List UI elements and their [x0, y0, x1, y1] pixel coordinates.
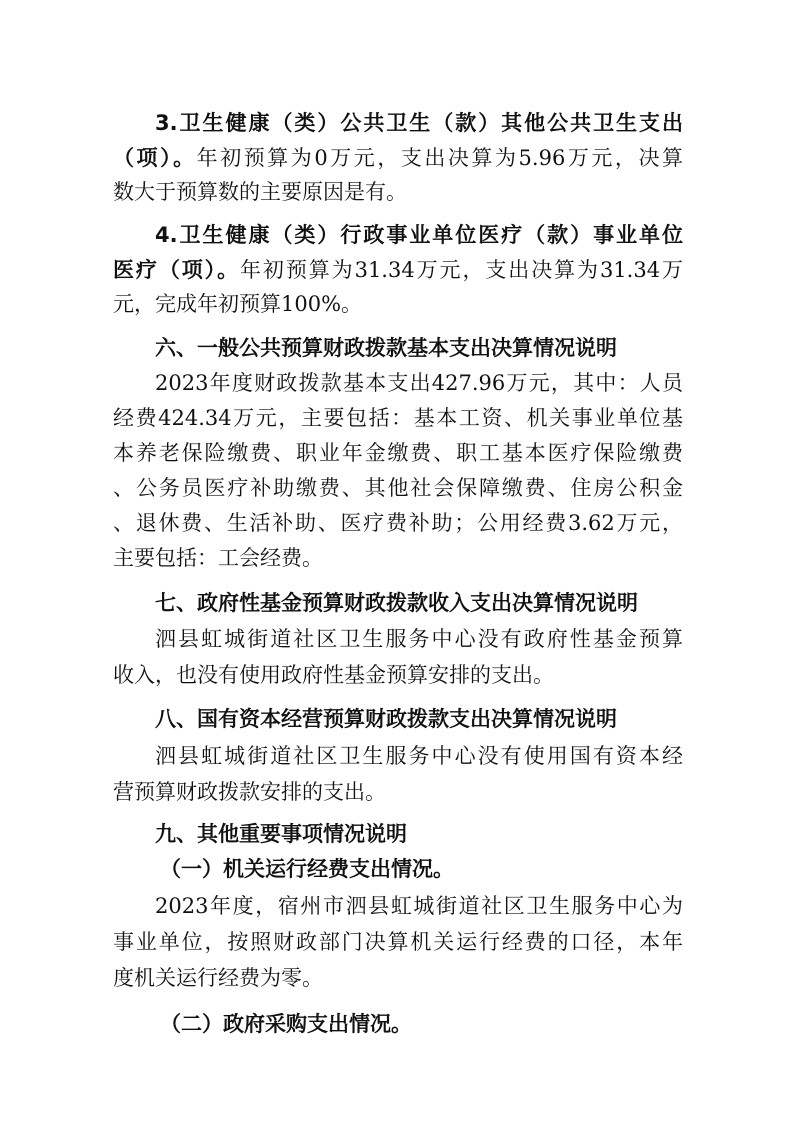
text-run: 事业单位，按照财政部门决算机关运行经费的口径，本年 [113, 930, 683, 954]
text-run: 泗县虹城街道社区卫生服务中心没有使用国有资本经 [155, 744, 683, 768]
item-3-line-3 [113, 176, 683, 208]
section-8-line-2 [113, 776, 683, 808]
section-6-line-4 [113, 472, 683, 504]
text-run: 数大于预算数的主要原因是有。 [113, 180, 407, 204]
item-3-heading [155, 107, 683, 139]
subsection-1-line-2 [113, 926, 683, 958]
text-run: 2023年度财政拨款基本支出427.96万元，其中：人员 [155, 371, 683, 395]
text-run: 年初预算为0万元，支出决算为5.96万元，决算 [196, 146, 683, 170]
item-4-line-3 [113, 288, 683, 320]
text-run: 泗县虹城街道社区卫生服务中心没有政府性基金预算 [155, 627, 683, 651]
text-run: 、退休费、生活补助、医疗费补助；公用经费3.62万元， [113, 511, 683, 535]
bold-run: 4.卫生健康（类）行政事业单位医疗（款）事业单位 [155, 223, 683, 247]
text-run: 元，完成年初预算100%。 [113, 292, 363, 316]
text-run: 收入，也没有使用政府性基金预算安排的支出。 [113, 663, 554, 687]
item-4-line-2 [113, 254, 683, 286]
section-8-heading [155, 703, 683, 735]
section-6-line-1 [155, 367, 683, 399]
text-run: 度机关运行经费为零。 [113, 966, 323, 990]
section-9-heading [155, 818, 683, 850]
text-run: 营预算财政拨款安排的支出。 [113, 780, 386, 804]
section-7-line-2 [113, 659, 683, 691]
bold-run: 医疗（项）。 [113, 258, 240, 282]
text-run: 主要包括：工会经费。 [113, 546, 323, 570]
bold-run: （项）。 [113, 146, 197, 170]
text-run: 、公务员医疗补助缴费、其他社会保障缴费、住房公积金 [113, 476, 683, 500]
subsection-1-line-1 [155, 890, 683, 922]
section-8-line-1 [155, 740, 683, 772]
section-title: 九、其他重要事项情况说明 [155, 822, 407, 846]
text-run: 年初预算为31.34万元，支出决算为31.34万 [240, 258, 683, 282]
section-6-line-3 [113, 437, 683, 469]
section-6-line-6 [113, 542, 683, 574]
text-run: 本养老保险缴费、职业年金缴费、职工基本医疗保险缴费 [113, 441, 683, 465]
item-3-line-2 [113, 142, 683, 174]
section-6-line-5 [113, 507, 683, 539]
section-6-heading [155, 332, 683, 364]
subsection-title: （二）政府采购支出情况。 [160, 1012, 412, 1036]
text-run: 2023年度，宿州市泗县虹城街道社区卫生服务中心为 [155, 894, 683, 918]
subsection-title: （一）机关运行经费支出情况。 [160, 857, 454, 881]
section-title: 七、政府性基金预算财政拨款收入支出决算情况说明 [155, 591, 638, 615]
text-run: 经费424.34万元，主要包括：基本工资、机关事业单位基 [113, 406, 683, 430]
subsection-1-heading [160, 853, 683, 885]
section-7-line-1 [155, 623, 683, 655]
section-title: 八、国有资本经营预算财政拨款支出决算情况说明 [155, 707, 617, 731]
subsection-2-heading [160, 1008, 683, 1040]
subsection-1-line-3 [113, 962, 683, 994]
section-title: 六、一般公共预算财政拨款基本支出决算情况说明 [155, 336, 617, 360]
section-6-line-2 [113, 402, 683, 434]
section-7-heading [155, 587, 683, 619]
bold-run: 3.卫生健康（类）公共卫生（款）其他公共卫生支出 [155, 111, 683, 135]
item-4-heading [155, 219, 683, 251]
